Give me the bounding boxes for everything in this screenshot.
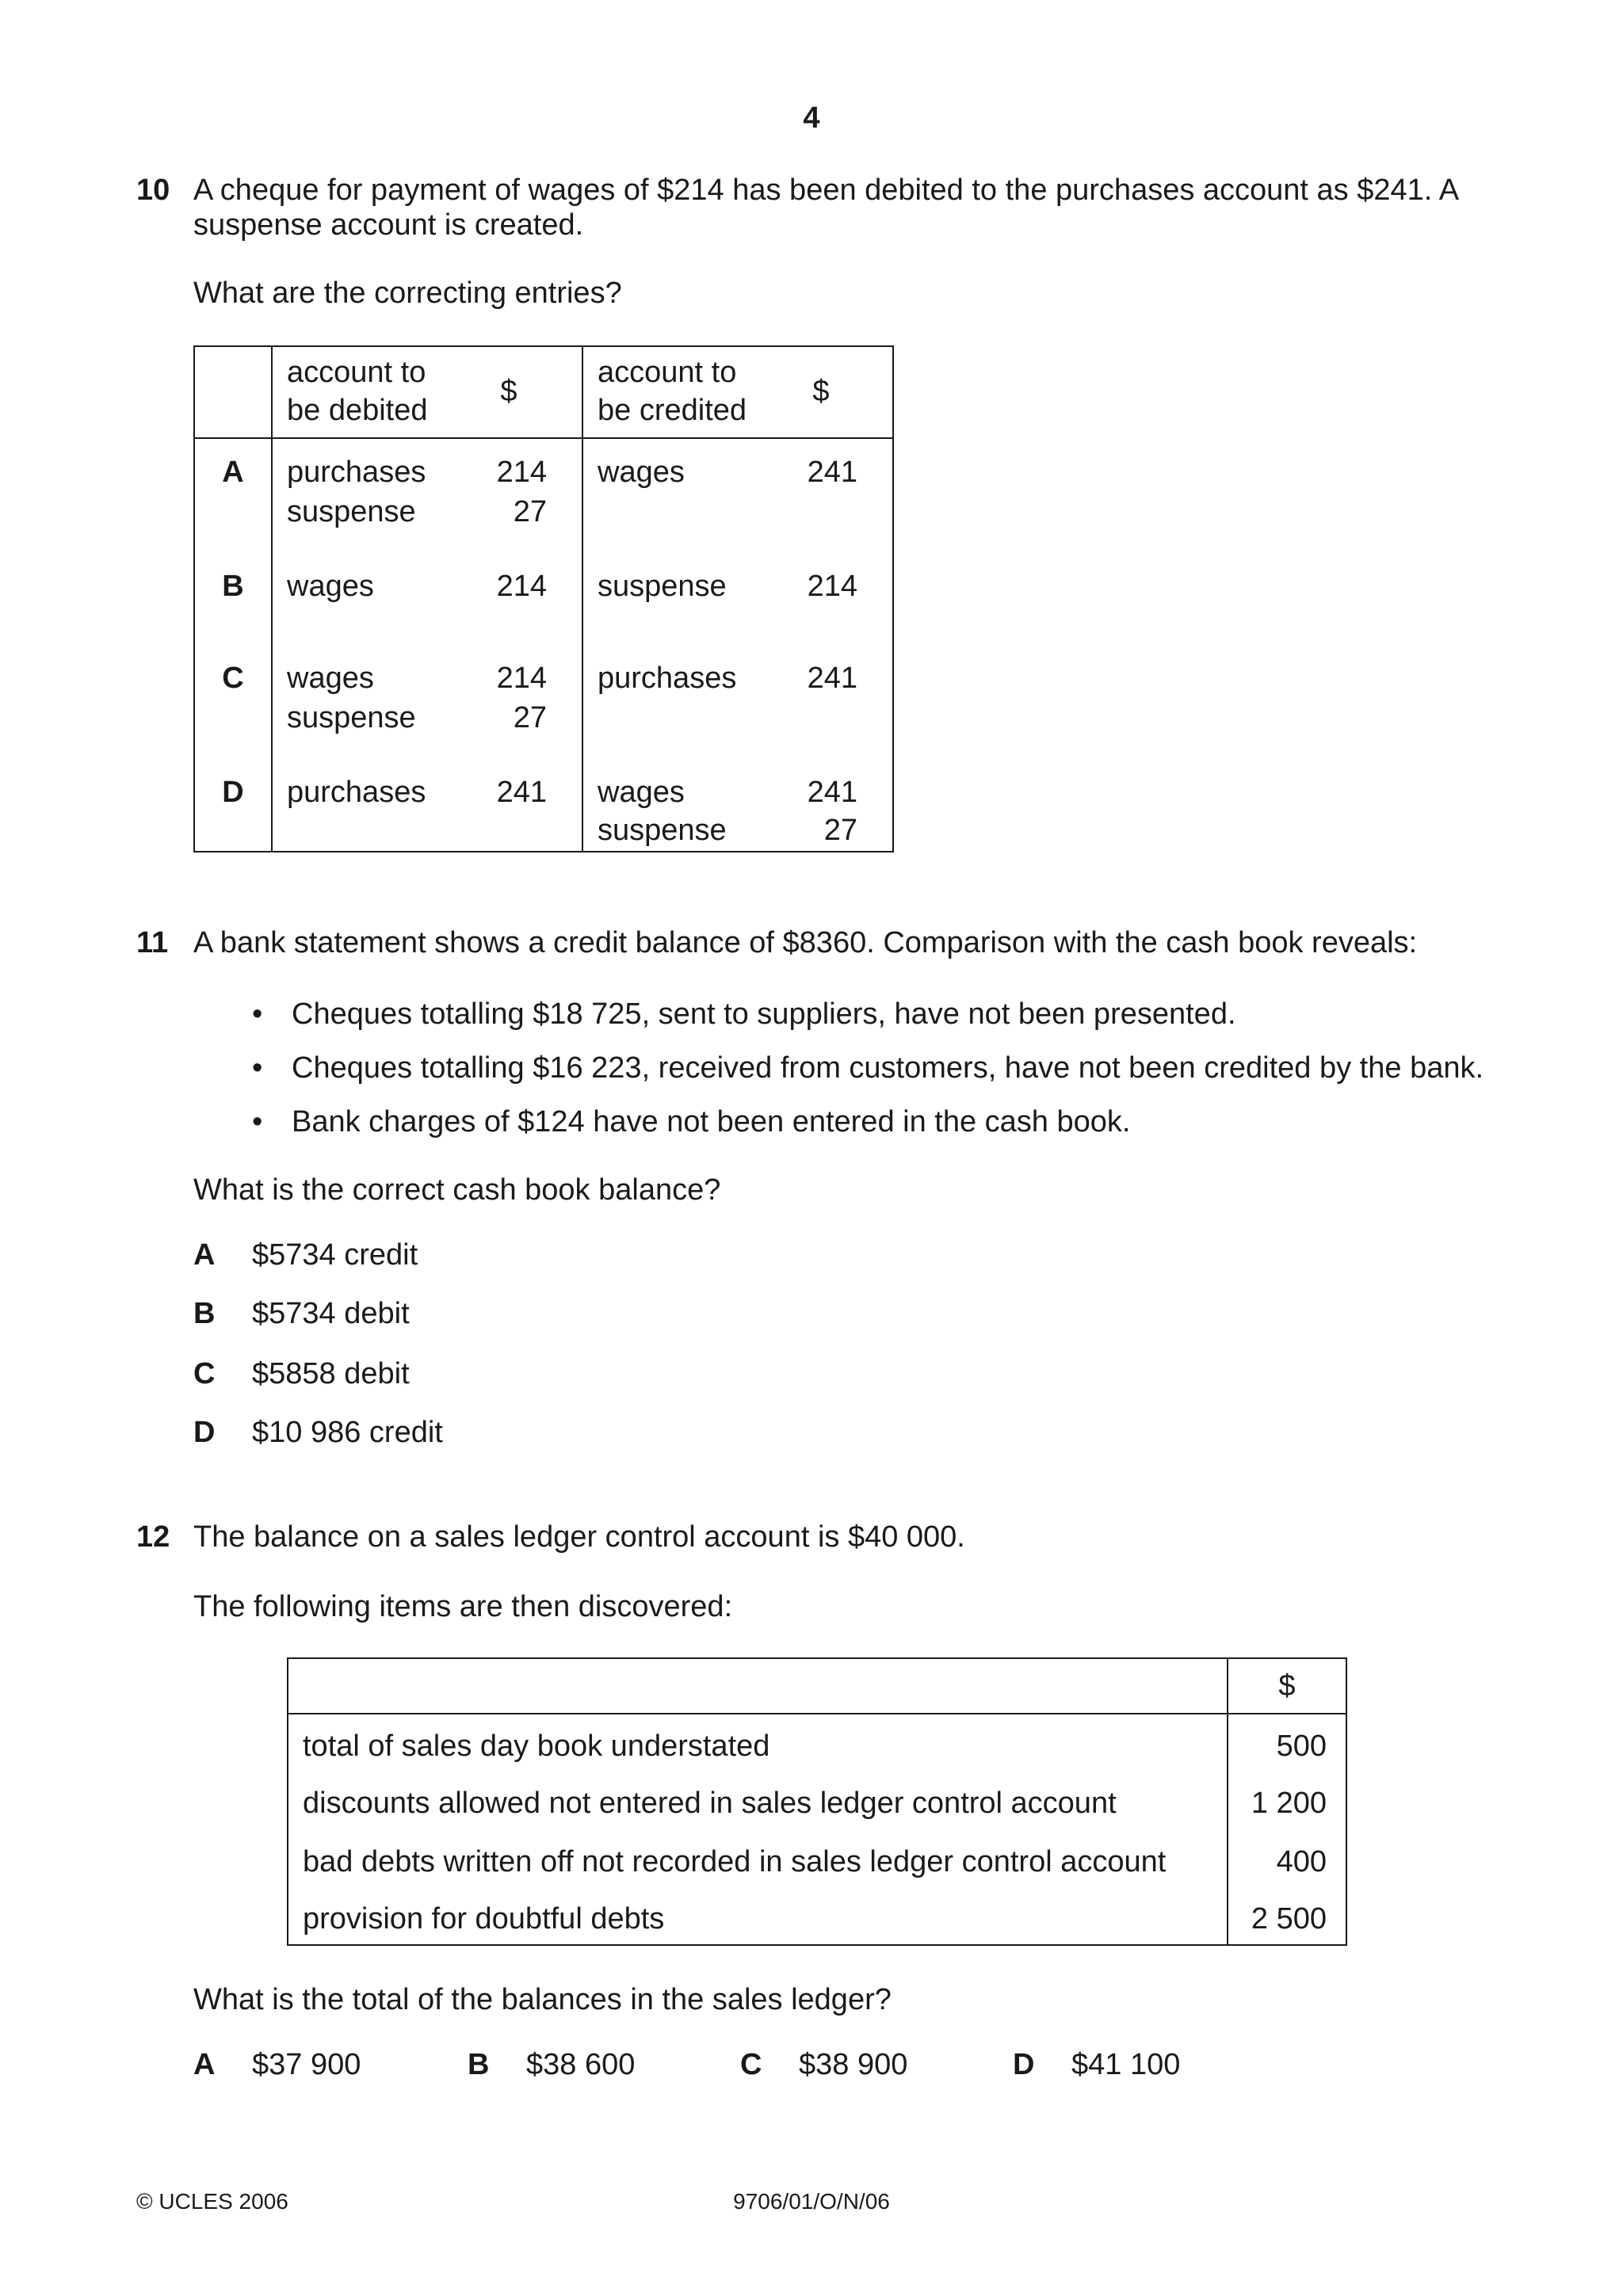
option-text: $10 986 credit bbox=[252, 1416, 443, 1449]
credit-account: suspense bbox=[598, 814, 727, 847]
header-credit-amount: $ bbox=[812, 375, 830, 408]
debit-account: wages bbox=[287, 662, 374, 695]
item-label: total of sales day book understated bbox=[303, 1730, 770, 1763]
option-letter: A bbox=[193, 2048, 216, 2081]
debit-amount: 214 bbox=[496, 662, 547, 695]
bullet-icon: • bbox=[252, 1051, 263, 1085]
credit-account: wages bbox=[598, 776, 685, 809]
question-prompt: What is the correct cash book balance? bbox=[193, 1173, 721, 1207]
header-debit-account: account to be debited bbox=[287, 356, 428, 427]
bullet-item: Bank charges of $124 have not been entered in the cash book. bbox=[292, 1105, 1131, 1138]
question-stem: The balance on a sales ledger control account is $40 000. bbox=[193, 1520, 965, 1554]
bullet-icon: • bbox=[252, 997, 263, 1031]
option-letter: D bbox=[1013, 2048, 1035, 2081]
option-text: $5734 debit bbox=[252, 1297, 410, 1330]
question-number: 11 bbox=[136, 926, 169, 959]
item-amount: 1 200 bbox=[1251, 1787, 1327, 1820]
question-prompt: What are the correcting entries? bbox=[193, 277, 622, 310]
debit-amount: 214 bbox=[496, 570, 547, 603]
option-text: $38 900 bbox=[799, 2048, 908, 2081]
table-divider bbox=[271, 347, 273, 851]
item-label: discounts allowed not entered in sales ledger control account bbox=[303, 1787, 1117, 1820]
credit-amount: 241 bbox=[807, 776, 857, 809]
question-number: 12 bbox=[136, 1520, 170, 1554]
debit-amount: 214 bbox=[496, 456, 547, 489]
table-header-divider bbox=[195, 437, 892, 439]
question-prompt: What is the total of the balances in the sales ledger? bbox=[193, 1983, 892, 2016]
item-label: provision for doubtful debts bbox=[303, 1902, 665, 1936]
option-letter: A bbox=[222, 456, 244, 489]
question-number: 10 bbox=[136, 174, 170, 207]
option-text: $38 600 bbox=[526, 2048, 636, 2081]
item-amount: 500 bbox=[1276, 1730, 1327, 1763]
bullet-icon: • bbox=[252, 1105, 263, 1138]
table-divider bbox=[582, 347, 583, 851]
option-letter: D bbox=[222, 776, 244, 809]
debit-amount: 241 bbox=[496, 776, 547, 809]
option-letter: A bbox=[193, 1238, 216, 1272]
question-intro: The following items are then discovered: bbox=[193, 1590, 733, 1623]
option-letter: C bbox=[222, 662, 244, 695]
header-debit-amount: $ bbox=[500, 375, 517, 408]
discovered-items-table bbox=[287, 1657, 1347, 1946]
option-letter: B bbox=[193, 1297, 216, 1330]
debit-account: wages bbox=[287, 570, 374, 603]
debit-account: suspense bbox=[287, 495, 416, 528]
amount-header: $ bbox=[1278, 1669, 1296, 1703]
question-stem-line-2: suspense account is created. bbox=[193, 208, 584, 242]
item-amount: 400 bbox=[1276, 1845, 1327, 1878]
credit-amount: 241 bbox=[807, 662, 857, 695]
question-stem: A bank statement shows a credit balance of $8360. Comparison with the cash book reveals: bbox=[193, 926, 1418, 959]
item-amount: 2 500 bbox=[1251, 1902, 1327, 1936]
footer-paper-code: 9706/01/O/N/06 bbox=[733, 2189, 890, 2214]
bullet-item: Cheques totalling $16 223, received from customers, have not been credited by the bank. bbox=[292, 1051, 1484, 1085]
item-label: bad debts written off not recorded in sales ledger control account bbox=[303, 1845, 1167, 1878]
option-text: $41 100 bbox=[1071, 2048, 1181, 2081]
option-letter: B bbox=[468, 2048, 490, 2081]
page-number: 4 bbox=[803, 101, 820, 135]
debit-amount: 27 bbox=[513, 701, 547, 734]
credit-amount: 214 bbox=[807, 570, 857, 603]
option-text: $5858 debit bbox=[252, 1357, 410, 1390]
correcting-entries-table bbox=[193, 345, 894, 852]
question-stem-line-1: A cheque for payment of wages of $214 has been debited to the purchases account as $241. A bbox=[193, 174, 1460, 207]
option-letter: C bbox=[740, 2048, 762, 2081]
debit-account: purchases bbox=[287, 776, 426, 809]
table-header-divider bbox=[288, 1713, 1346, 1714]
credit-amount: 27 bbox=[823, 814, 857, 847]
credit-account: wages bbox=[598, 456, 685, 489]
debit-account: purchases bbox=[287, 456, 426, 489]
option-letter: D bbox=[193, 1416, 216, 1449]
debit-account: suspense bbox=[287, 701, 416, 734]
credit-amount: 241 bbox=[807, 456, 857, 489]
footer-copyright: © UCLES 2006 bbox=[136, 2189, 288, 2214]
bullet-item: Cheques totalling $18 725, sent to suppliers, have not been presented. bbox=[292, 997, 1236, 1031]
option-text: $37 900 bbox=[252, 2048, 361, 2081]
credit-account: purchases bbox=[598, 662, 737, 695]
credit-account: suspense bbox=[598, 570, 727, 603]
option-letter: C bbox=[193, 1357, 216, 1390]
debit-amount: 27 bbox=[513, 495, 547, 528]
header-credit-account: account to be credited bbox=[598, 356, 747, 427]
option-text: $5734 credit bbox=[252, 1238, 418, 1272]
option-letter: B bbox=[222, 570, 244, 603]
